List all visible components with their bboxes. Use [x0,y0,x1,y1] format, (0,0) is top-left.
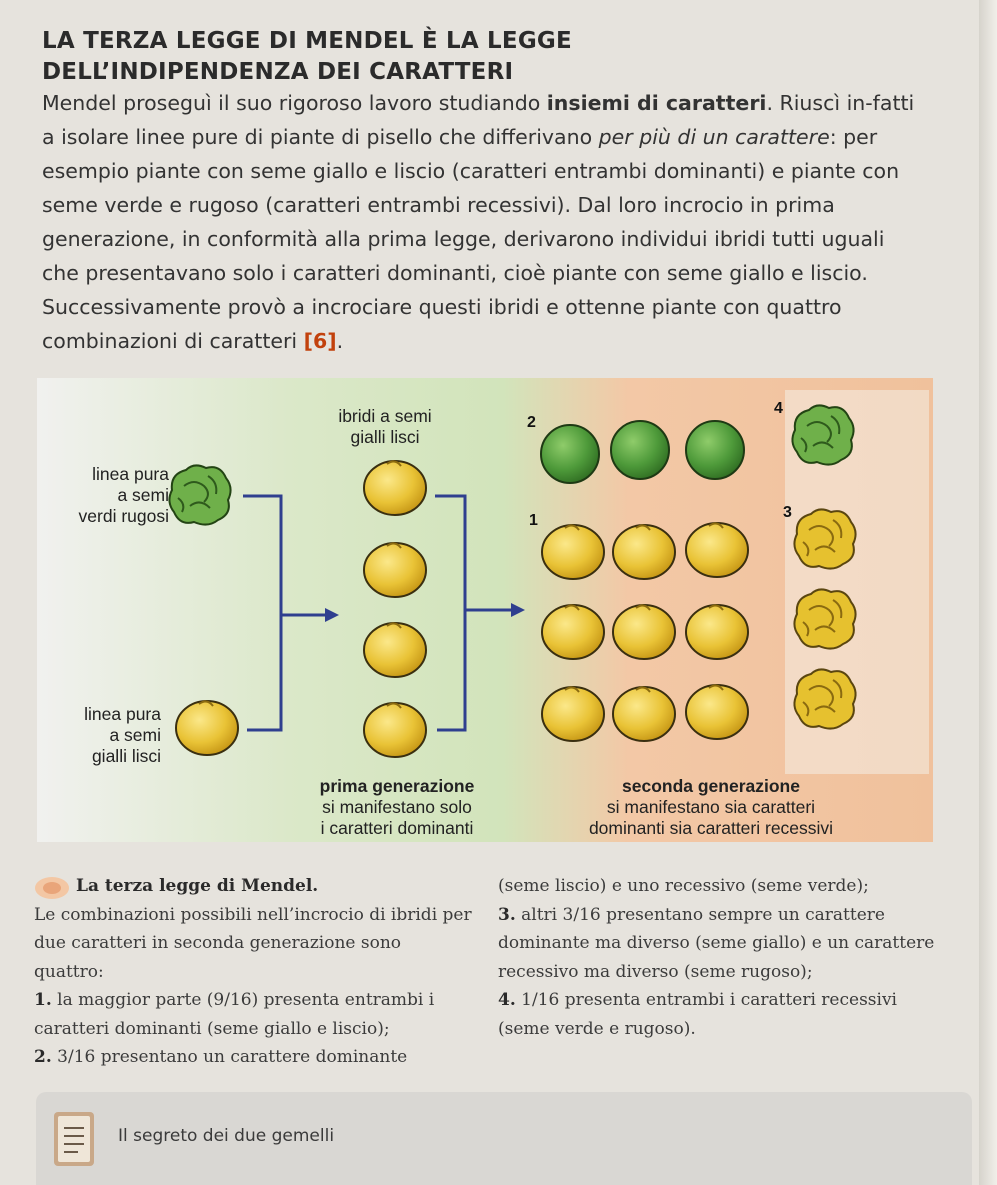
parent-green-wrinkled-seed [169,465,230,524]
caption-column-1 [34,872,474,1072]
yellow-wrinkled-seed-3 [794,669,855,728]
caption-title: La terza legge di Mendel. [76,876,319,896]
yellow-smooth-seed-2 [613,525,675,579]
yellow-smooth-seed-5 [613,605,675,659]
yellow-smooth-seed-9 [686,685,748,739]
intro-text-end: . [336,329,344,353]
intro-text-3: : per esempio piante con seme giallo e liscio (caratteri entrambi dominanti) e piante con seme verde e rugoso (caratteri entrambi recessivi). Dal loro incrocio in prima generazione, in conformità alla prima legge, derivarono individui ibridi tutti uguali che presentavano solo i caratteri dominanti, cioè piante con seme giallo e liscio. Successivamente provò a incrociare questi ibridi e ottenne piante con quattro combinazioni di caratteri [42,125,900,353]
section-title [42,26,572,88]
label-parent-green: linea pura a semi verdi rugosi [78,464,169,526]
group-number-2: 2 [527,414,536,431]
first-generation-block [287,776,507,839]
yellow-smooth-seed-7 [542,687,604,741]
caption-item-2-num: 2. [34,1047,52,1067]
hybrid-seed-1 [364,461,426,515]
hybrid-seed-3 [364,623,426,677]
caption-item-3 [498,901,948,987]
reading-link-label[interactable]: Il segreto dei due gemelli [118,1126,335,1146]
caption-item-4 [498,986,948,1043]
first-generation-title: prima generazione [319,776,475,796]
caption-item-1 [34,986,474,1043]
green-smooth-seed-3 [686,421,744,479]
yellow-smooth-seed-8 [613,687,675,741]
group-number-3: 3 [783,504,792,521]
title-line-1: LA TERZA LEGGE DI MENDEL È LA LEGGE [42,28,572,54]
parent-yellow-smooth-seed [176,701,238,755]
intro-text-2: . Riuscì in-fatti a isolare linee pure di piante di pisello che differivano [42,91,915,149]
mendel-figure [37,378,933,842]
caption-item-2-text: 3/16 presentano un carattere dominante [51,1047,408,1067]
caption-item-3-text: altri 3/16 presentano sempre un carattere dominante ma diverso (seme giallo) e un carattere recessivo ma diverso (seme rugoso); [498,904,935,982]
group-number-1: 1 [529,512,538,529]
second-generation-block [551,776,871,839]
label-parent-yellow: linea pura a semi gialli lisci [84,704,161,766]
green-smooth-seed-1 [541,425,599,483]
yellow-smooth-seed-4 [542,605,604,659]
reading-document-icon [52,1108,98,1170]
intro-highlight-1: insiemi di caratteri [546,91,767,115]
yellow-smooth-seed-6 [686,605,748,659]
caption-item-1-text: la maggior parte (9/16) presenta entrambi i caratteri dominanti (seme giallo e liscio); [34,990,435,1039]
second-generation-description: si manifestano sia caratteri dominanti sia caratteri recessivi [588,797,834,838]
label-hybrids: ibridi a semi gialli lisci [338,406,432,447]
caption-item-4-text: 1/16 presenta entrambi i caratteri recessivi (seme verde e rugoso). [498,990,897,1039]
yellow-smooth-seed-3 [686,523,748,577]
second-generation-title: seconda generazione [622,776,800,796]
yellow-wrinkled-seed-2 [794,589,855,648]
caption-item-4-num: 4. [498,990,516,1010]
hybrid-seed-4 [364,703,426,757]
caption-item-2-continued: (seme liscio) e uno recessivo (seme verde); [498,876,869,896]
yellow-wrinkled-seed-1 [794,509,855,568]
caption-item-3-num: 3. [498,904,516,925]
caption-item-2 [34,1043,474,1072]
page-edge [979,0,997,1185]
caption-item-1-num: 1. [34,990,52,1010]
intro-italic: per più di un carattere [598,125,830,149]
green-wrinkled-seed [792,405,853,464]
figure-graphic [37,378,933,842]
hybrid-seed-2 [364,543,426,597]
intro-paragraph [42,86,922,358]
group-number-4: 4 [774,400,783,417]
figure-reference-link[interactable]: [6] [303,329,337,353]
yellow-smooth-seed-1 [542,525,604,579]
title-line-2: DELL’INDIPENDENZA DEI CARATTERI [42,59,514,85]
caption-intro: Le combinazioni possibili nell’incrocio di ibridi per due caratteri in seconda generazione sono quattro: [34,904,472,982]
intro-text-1: Mendel proseguì il suo rigoroso lavoro studiando [42,91,547,115]
first-generation-description: si manifestano solo i caratteri dominanti [320,797,474,838]
green-smooth-seed-2 [611,421,669,479]
caption-column-2 [498,872,948,1043]
